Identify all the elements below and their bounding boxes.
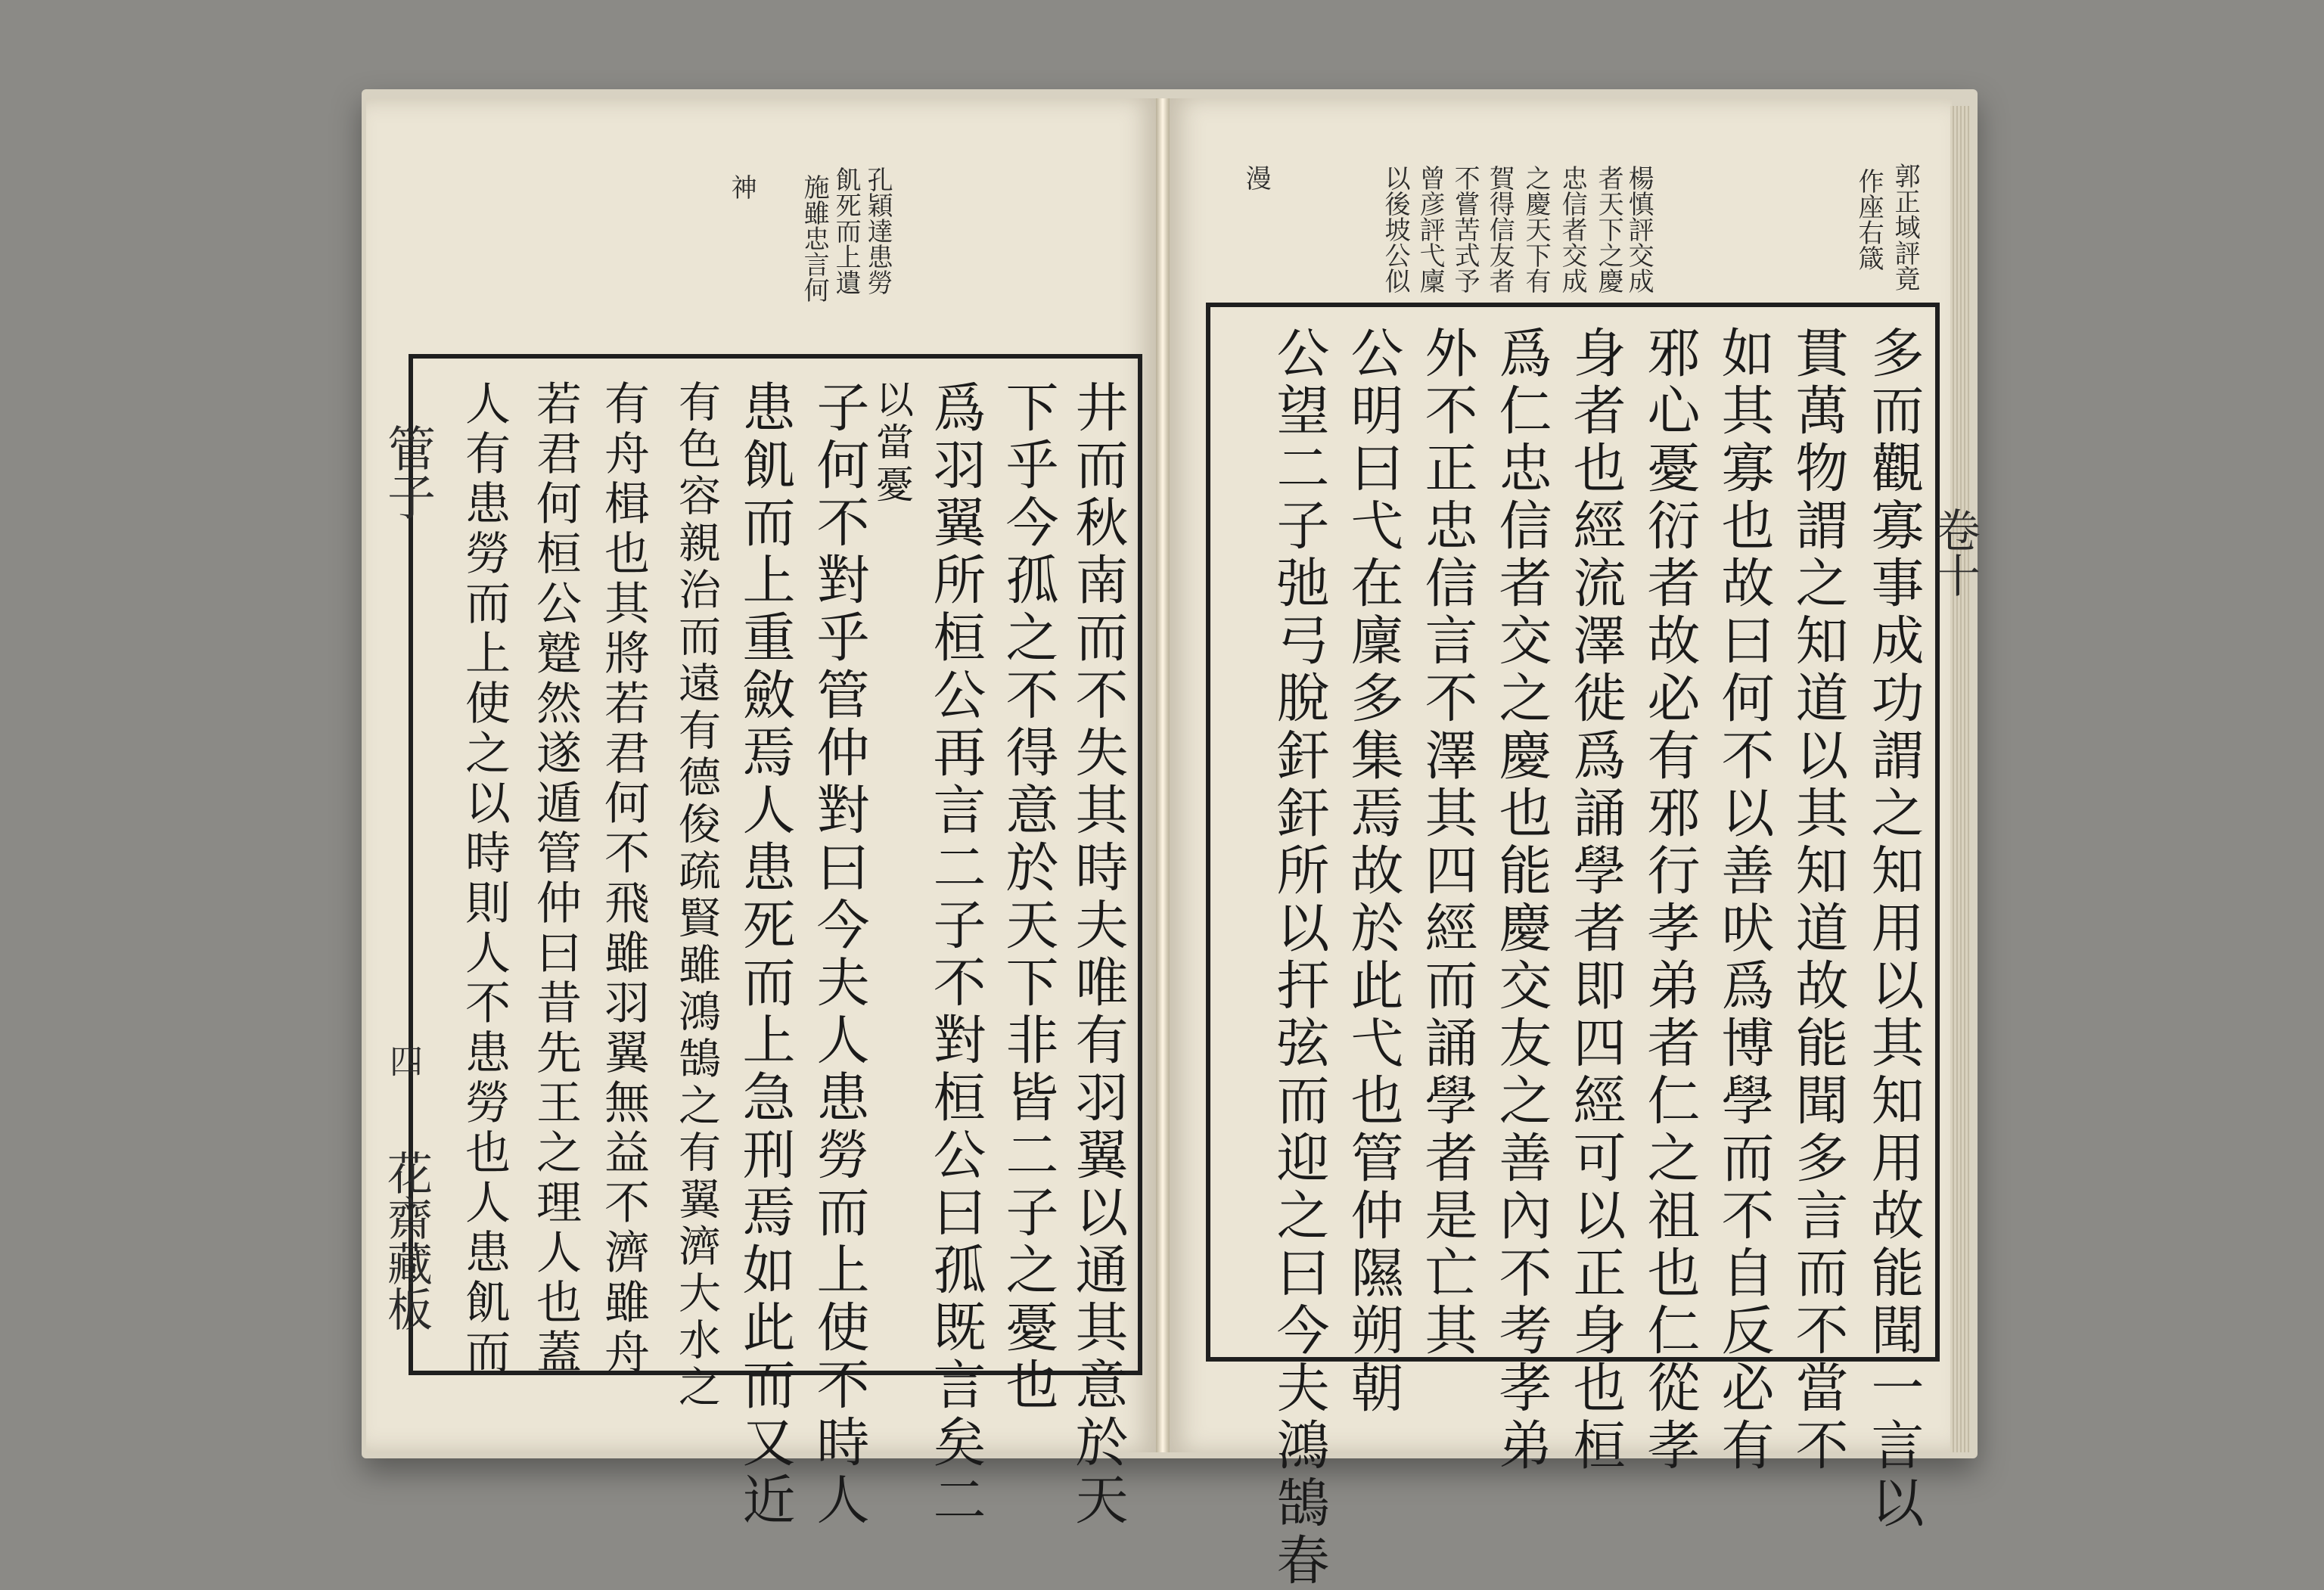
left-margin-number: 四 [384, 1044, 422, 1077]
right-note-7: 賀得信友者 [1484, 165, 1515, 293]
right-margin-volume: 卷十 [1928, 507, 1981, 598]
right-col-9: 公望二子弛弓脫釬釬所以扞弦而迎之曰今夫鴻鵠春 [1268, 325, 1330, 1590]
left-col-10: 人有患勞而上使之以時則人不患勞也人患飢而 [458, 380, 511, 1378]
left-col-7: 有色容親治而遠有德俊疏賢雖鴻鵠之有翼濟大水之 [672, 380, 721, 1411]
left-note-3: 施雖忠言何 [799, 174, 830, 303]
left-col-4: 以當憂 [870, 380, 914, 507]
left-note-2: 飢死而上遺 [831, 166, 862, 295]
left-col-3: 爲羽翼所桓公再言二子不對桓公曰孤既言矣二 [924, 380, 986, 1529]
left-margin-title: 管子 [379, 424, 435, 520]
right-col-5: 身者也經流澤徙爲誦學者即四經可以正身也桓 [1564, 325, 1626, 1475]
right-text-frame [1206, 303, 1940, 1590]
left-col-2: 下乎今孤之不得意於天下非皆二子之憂也 [997, 380, 1059, 1415]
page-edges [1950, 106, 1970, 1452]
left-col-1: 井而秋南而不失其時夫唯有羽翼以通其意於天 [1067, 380, 1129, 1529]
left-note-1: 孔穎達患勞 [862, 166, 893, 295]
left-note-4: 神 [726, 174, 757, 200]
right-note-2: 作座右箴 [1853, 168, 1884, 271]
left-col-8: 有舟楫也其將若君何不飛雖羽翼無益不濟雖舟 [597, 380, 650, 1378]
left-col-5: 子何不對乎管仲對曰今夫人患勞而上使不時人 [808, 380, 870, 1529]
right-note-3: 楊慎評交成 [1623, 165, 1654, 293]
left-col-9: 若君何桓公蹵然遂遁管仲曰昔先王之理人也蓋 [529, 380, 582, 1378]
right-note-6: 之慶天下有 [1521, 165, 1552, 293]
left-text-frame [409, 354, 1142, 1529]
right-note-9: 曾彦評弋廩 [1415, 165, 1446, 293]
right-col-4: 邪心憂衍者故必有邪行孝弟者仁之祖也仁從孝 [1639, 325, 1701, 1475]
right-col-3: 如其寡也故曰何不以善吠爲博學而不自反必有 [1713, 325, 1775, 1475]
right-note-11: 漫 [1241, 165, 1272, 191]
right-col-6: 爲仁忠信者交之慶也能慶交友之善內不考孝弟 [1490, 325, 1552, 1475]
right-note-4: 者天下之慶 [1593, 165, 1624, 293]
right-note-8: 不嘗苦式予 [1449, 165, 1480, 293]
right-col-2: 貫萬物謂之知道以其知道故能聞多言而不當不 [1787, 325, 1849, 1475]
right-col-1: 多而觀寡事成功謂之知用以其知用故能聞一言以 [1863, 325, 1925, 1533]
right-note-5: 忠信者交成 [1557, 165, 1588, 293]
left-col-6: 患飢而上重斂焉人患死而上急刑焉如此而又近 [734, 380, 796, 1529]
right-col-7: 外不正忠信言不澤其四經而誦學者是亡其 [1416, 325, 1478, 1360]
left-margin-imprint: 花齋藏板 [380, 1150, 433, 1331]
right-note-1: 郭正域評竟 [1890, 163, 1921, 291]
right-note-10: 以後坡公似 [1380, 165, 1411, 293]
right-col-8: 公明曰弋在廩多集焉故於此弋也管仲隰朔朝 [1342, 325, 1404, 1418]
book-gutter [1156, 98, 1170, 1452]
